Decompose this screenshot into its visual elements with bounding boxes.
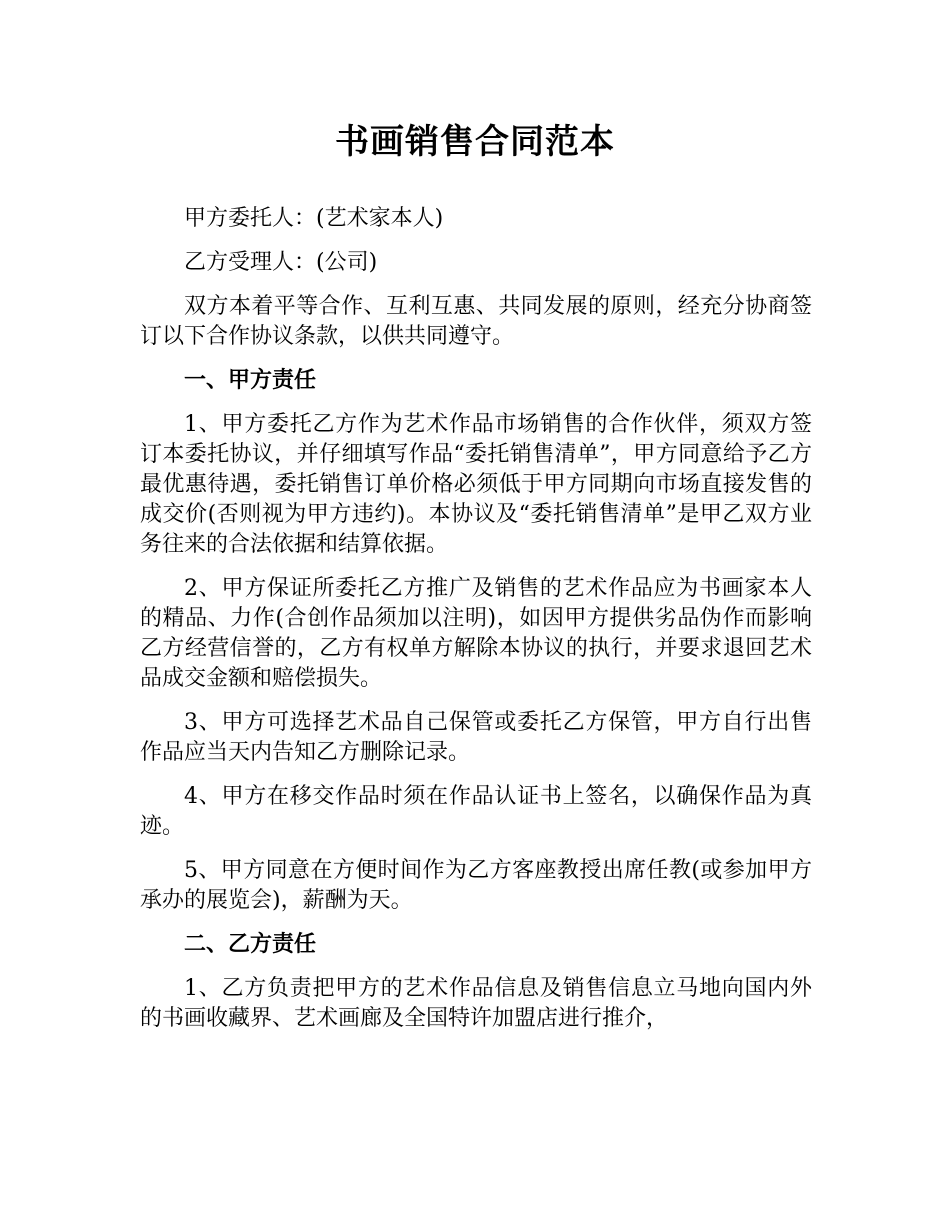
party-a-clause-3: 3、甲方可选择艺术品自己保管或委托乙方保管，甲方自行出售作品应当天内告知乙方删除记录。 <box>140 710 812 765</box>
section-heading-party-b: 二、乙方责任 <box>184 932 317 957</box>
party-a-clause-2: 2、甲方保证所委托乙方推广及销售的艺术作品应为书画家本人的精品、力作(合创作品须加以注明)，如因甲方提供劣品伪作而影响乙方经营信誉的，乙方有权单方解除本协议的执行，并要求退回艺术品成交金额和赔偿损失。 <box>140 576 812 691</box>
intro-paragraph: 双方本着平等合作、互利互惠、共同发展的原则，经充分协商签订以下合作协议条款，以供共同遵守。 <box>140 294 812 349</box>
party-b-line: 乙方受理人：(公司) <box>184 250 378 275</box>
document-title: 书画销售合同范本 <box>335 122 615 162</box>
party-a-line: 甲方委托人：(艺术家本人) <box>184 206 444 231</box>
party-a-clause-5: 5、甲方同意在方便时间作为乙方客座教授出席任教(或参加甲方承办的展览会)，薪酬为天。 <box>140 858 812 913</box>
party-a-clause-1: 1、甲方委托乙方作为艺术作品市场销售的合作伙伴，须双方签订本委托协议，并仔细填写作品“委托销售清单”，甲方同意给予乙方最优惠待遇，委托销售订单价格必须低于甲方同期向市场直接发售的成交价(否则视为甲方违约)。本协议及“委托销售清单”是甲乙双方业务往来的合法依据和结算依据。 <box>140 412 812 557</box>
party-a-clause-4: 4、甲方在移交作品时须在作品认证书上签名，以确保作品为真迹。 <box>140 784 812 839</box>
document-body <box>140 204 812 1048</box>
party-b-clause-1: 1、乙方负责把甲方的艺术作品信息及销售信息立马地向国内外的书画收藏界、艺术画廊及全国特许加盟店进行推介， <box>140 976 812 1031</box>
section-heading-party-a: 一、甲方责任 <box>184 368 317 393</box>
